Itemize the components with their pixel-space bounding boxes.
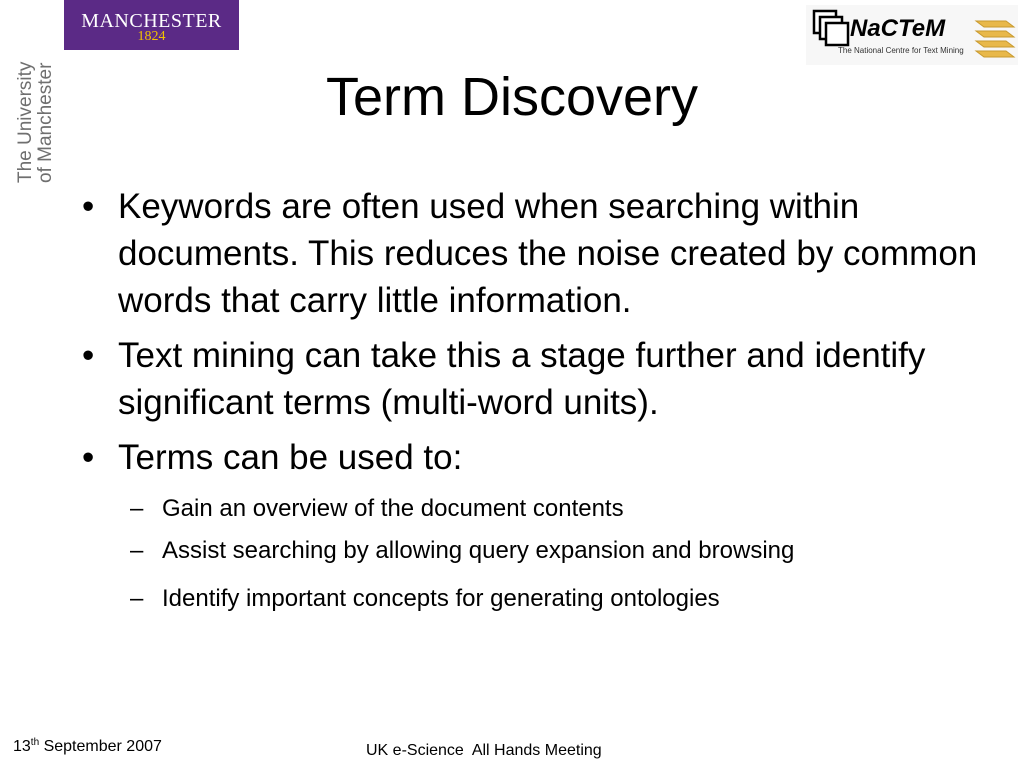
sub-bullet-text: Identify important concepts for generating ontologies <box>162 585 720 612</box>
nactem-logo <box>806 5 1018 65</box>
bullet-item <box>80 332 990 426</box>
sub-bullet-marker: – <box>130 585 144 612</box>
manchester-logo-name: MANCHESTER <box>81 10 222 32</box>
footer-date <box>13 737 162 756</box>
sub-bullet-item <box>130 536 990 566</box>
bullet-marker: • <box>82 438 95 477</box>
nactem-logo-name: NaCTeM <box>850 15 946 42</box>
sub-bullet-marker: – <box>130 495 144 522</box>
nactem-layers-icon <box>966 17 1016 61</box>
nactem-logo-tagline: The National Centre for Text Mining <box>838 46 964 55</box>
sub-bullet-item <box>130 584 990 614</box>
bullet-item <box>80 183 990 324</box>
bullet-text: Text mining can take this a stage further and identify significant terms (multi-word units). <box>118 336 926 422</box>
manchester-logo <box>64 0 239 50</box>
nactem-boxes-icon <box>812 9 852 49</box>
bullet-list <box>80 183 990 489</box>
footer-event: UK e-Science All Hands Meeting <box>366 742 602 759</box>
bullet-item <box>80 434 990 481</box>
bullet-marker: • <box>82 336 95 375</box>
bullet-text: Keywords are often used when searching within documents. This reduces the noise created by common words that carry little information. <box>118 187 978 320</box>
university-line-1: The University <box>15 61 36 183</box>
university-line-2: of Manchester <box>35 62 56 183</box>
footer-date-rest: September 2007 <box>39 738 162 755</box>
manchester-logo-year: 1824 <box>137 29 166 44</box>
slide-title: Term Discovery <box>325 67 699 127</box>
bullet-marker: • <box>82 187 95 226</box>
bullet-text: Terms can be used to: <box>118 438 463 477</box>
sub-bullet-text: Gain an overview of the document contents <box>162 495 624 522</box>
sub-bullet-marker: – <box>130 537 144 564</box>
sub-bullet-text: Assist searching by allowing query expansion and browsing <box>162 537 795 564</box>
footer-date-suffix: th <box>30 737 40 748</box>
sub-bullet-item <box>130 494 990 524</box>
sub-bullet-list <box>130 494 990 614</box>
footer-date-day: 13 <box>13 738 31 755</box>
